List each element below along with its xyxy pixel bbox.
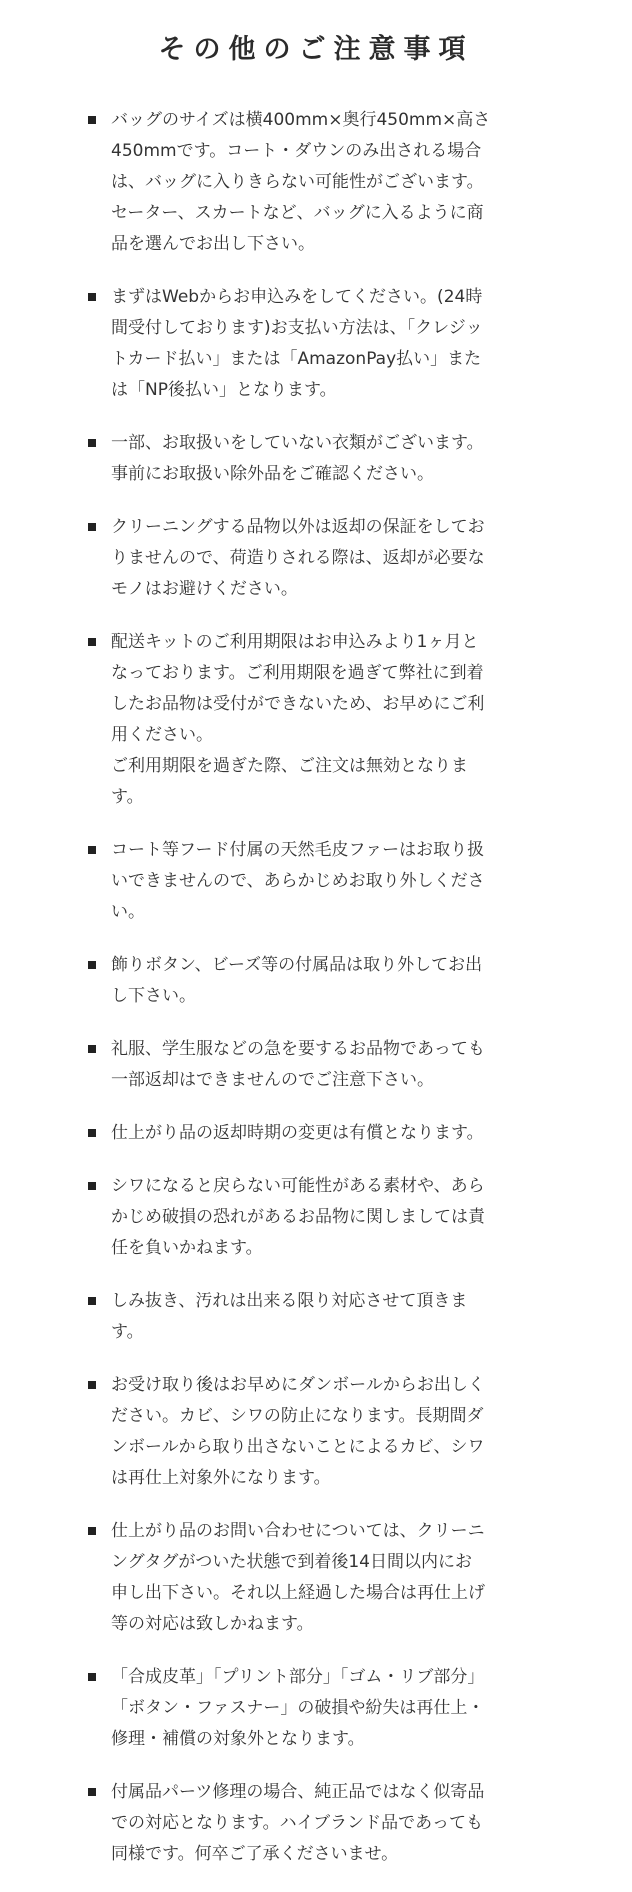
notice-text-line: 品を選んでお出し下さい。 — [111, 234, 315, 254]
notice-item — [88, 1034, 538, 1096]
notice-item — [88, 627, 538, 813]
square-bullet-icon — [88, 1297, 96, 1305]
notice-item — [88, 282, 538, 406]
notice-text-line: での対応となります。ハイブランド品であっても — [111, 1813, 483, 1833]
notice-text-line: シワになると戻らない可能性がある素材や、あら — [111, 1176, 485, 1196]
notice-text-line: す。 — [111, 787, 144, 807]
square-bullet-icon — [88, 523, 96, 531]
notice-text-line: まずはWebからお申込みをしてください。(24時 — [111, 287, 483, 307]
notice-list — [88, 105, 538, 1892]
notice-text-line: し下さい。 — [111, 986, 196, 1006]
square-bullet-icon — [88, 1045, 96, 1053]
notice-text-line: い。 — [111, 902, 145, 922]
notice-text-line: バッグのサイズは横400mm×奥行450mm×高さ — [111, 110, 491, 130]
notice-text-line: コート等フード付属の天然毛皮ファーはお取り扱 — [111, 840, 485, 860]
square-bullet-icon — [88, 1381, 96, 1389]
notice-item — [88, 950, 538, 1012]
square-bullet-icon — [88, 439, 96, 447]
notice-text-line: お受け取り後はお早めにダンボールからお出しく — [111, 1375, 485, 1395]
square-bullet-icon — [88, 846, 96, 854]
notice-text-line: 等の対応は致しかねます。 — [111, 1614, 314, 1634]
square-bullet-icon — [88, 1673, 96, 1681]
notice-text-line: したお品物は受付ができないため、お早めにご利 — [111, 694, 485, 714]
notice-item — [88, 428, 538, 490]
square-bullet-icon — [88, 293, 96, 301]
notice-text-line: 一部返却はできませんのでご注意下さい。 — [111, 1070, 434, 1090]
square-bullet-icon — [88, 1129, 96, 1137]
square-bullet-icon — [88, 1788, 96, 1796]
notice-item — [88, 1286, 538, 1348]
notice-text-line: 450mmです。コート・ダウンのみ出される場合 — [111, 141, 482, 161]
notice-text-line: かじめ破損の恐れがあるお品物に関しましては責 — [111, 1207, 485, 1227]
notice-text-line: 付属品パーツ修理の場合、純正品ではなく似寄品 — [111, 1782, 485, 1802]
notice-item — [88, 105, 538, 260]
page-title: その他のご注意事項 — [158, 34, 474, 65]
notice-text-line: は再仕上対象外になります。 — [111, 1468, 331, 1488]
square-bullet-icon — [88, 1182, 96, 1190]
notice-text-line: 同様です。何卒ご了承くださいませ。 — [111, 1844, 399, 1864]
square-bullet-icon — [88, 1527, 96, 1535]
notice-item — [88, 1777, 538, 1870]
notice-item — [88, 512, 538, 605]
notice-text-line: 間受付しております)お支払い方法は、「クレジッ — [111, 318, 483, 338]
notice-text-line: トカード払い」または「AmazonPay払い」また — [111, 349, 482, 369]
notice-text-line: いできませんので、あらかじめお取り外しくださ — [111, 871, 485, 891]
notice-text-line: モノはお避けください。 — [111, 579, 298, 599]
notice-text-line: 「ボタン・ファスナー」の破損や紛失は再仕上・ — [111, 1698, 485, 1718]
notice-text-line: 仕上がり品のお問い合わせについては、クリーニ — [111, 1521, 485, 1541]
square-bullet-icon — [88, 638, 96, 646]
notice-text-line: 申し出下さい。それ以上経過した場合は再仕上げ — [111, 1583, 485, 1603]
notice-text-line: ご利用期限を過ぎた際、ご注文は無効となりま — [111, 756, 468, 776]
notice-text-line: なっております。ご利用期限を過ぎて弊社に到着 — [111, 663, 484, 683]
notice-text-line: 飾りボタン、ビーズ等の付属品は取り外してお出 — [111, 955, 483, 975]
notice-text-line: は、バッグに入りきらない可能性がございます。 — [111, 172, 484, 192]
notice-text-line: ングタグがついた状態で到着後14日間以内にお — [111, 1552, 472, 1572]
notice-text-line: クリーニングする品物以外は返却の保証をしてお — [111, 517, 485, 537]
notice-text-line: 修理・補償の対象外となります。 — [111, 1729, 365, 1749]
notice-item — [88, 1370, 538, 1494]
notice-item — [88, 1516, 538, 1640]
notice-text-line: りませんので、荷造りされる際は、返却が必要な — [111, 548, 485, 568]
notice-text-line: 礼服、学生服などの急を要するお品物であっても — [111, 1039, 485, 1059]
notice-text-line: セーター、スカートなど、バッグに入るように商 — [111, 203, 484, 223]
notice-text-line: ンボールから取り出さないことによるカビ、シワ — [111, 1437, 485, 1457]
notice-text-line: 配送キットのご利用期限はお申込みより1ヶ月と — [111, 632, 479, 652]
notice-item — [88, 1171, 538, 1264]
notice-text-line: 仕上がり品の返却時期の変更は有償となります。 — [111, 1123, 484, 1143]
notice-item — [88, 835, 538, 928]
notice-text-line: ださい。カビ、シワの防止になります。長期間ダ — [111, 1406, 484, 1426]
notice-text-line: しみ抜き、汚れは出来る限り対応させて頂きま — [111, 1291, 468, 1311]
notice-text-line: 一部、お取扱いをしていない衣類がございます。 — [111, 433, 484, 453]
notice-text-line: 任を負いかねます。 — [111, 1238, 263, 1258]
notice-text-line: は「NP後払い」となります。 — [111, 380, 337, 400]
notice-text-line: 用ください。 — [111, 725, 213, 745]
square-bullet-icon — [88, 116, 96, 124]
notice-item — [88, 1118, 538, 1149]
notice-item — [88, 1662, 538, 1755]
square-bullet-icon — [88, 961, 96, 969]
notice-text-line: 事前にお取扱い除外品をご確認ください。 — [111, 464, 434, 484]
notice-text-line: 「合成皮革」「プリント部分」「ゴム・リブ部分」 — [111, 1667, 485, 1687]
notice-text-line: す。 — [111, 1322, 144, 1342]
